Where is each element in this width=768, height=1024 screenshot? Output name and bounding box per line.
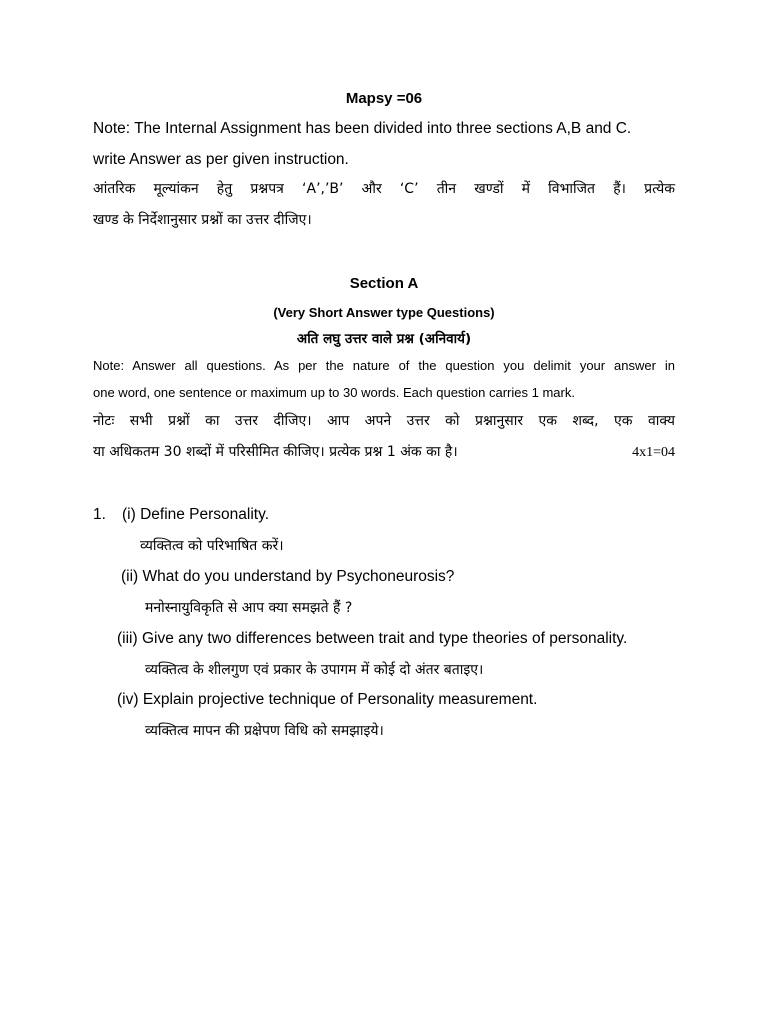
section-subtitle: (Very Short Answer type Questions) xyxy=(273,305,495,320)
marks-label: 4x1=04 xyxy=(632,445,675,460)
page-title: Mapsy =06 xyxy=(345,90,423,107)
section-hindi-note-line-1: नोटः सभी प्रश्नों का उत्तर दीजिए। आप अपने उत्तर को प्रश्नानुसार एक शब्द, एक वाक्य xyxy=(93,413,675,429)
question-4-hi: व्यक्तित्व मापन की प्रक्षेपण विधि को समझाइये। xyxy=(145,723,384,739)
question-number: 1. xyxy=(93,506,106,523)
question-2-hi: मनोस्नायुविकृति से आप क्या समझते हैं ? xyxy=(145,600,353,616)
question-1-en: (i) Define Personality. xyxy=(122,506,270,523)
question-1-hi: व्यक्तित्व को परिभाषित करें। xyxy=(140,538,284,554)
question-3-hi: व्यक्तित्व के शीलगुण एवं प्रकार के उपागम में कोई दो अंतर बताइए। xyxy=(145,662,484,678)
question-4-en: (iv) Explain projective technique of Personality measurement. xyxy=(117,691,538,708)
section-note-line-2: one word, one sentence or maximum up to 30 words. Each question carries 1 mark. xyxy=(93,385,575,400)
document-page xyxy=(93,0,675,1024)
question-3-en: (iii) Give any two differences between trait and type theories of personality. xyxy=(117,630,628,647)
intro-hindi-line-2: खण्ड के निर्देशानुसार प्रश्नों का उत्तर दीजिए। xyxy=(93,212,312,228)
intro-note-line-1: Note: The Internal Assignment has been divided into three sections A,B and C. xyxy=(93,120,632,137)
intro-note-line-2: write Answer as per given instruction. xyxy=(93,151,349,168)
section-subtitle-hindi: अति लघु उत्तर वाले प्रश्न (अनिवार्य) xyxy=(296,331,472,347)
section-hindi-note-line-2: या अधिकतम 30 शब्दों में परिसीमित कीजिए। प्रत्येक प्रश्न 1 अंक का है। xyxy=(93,444,458,460)
section-note-line-1: Note: Answer all questions. As per the nature of the question you delimit your answer in xyxy=(93,358,675,373)
question-2-en: (ii) What do you understand by Psychoneurosis? xyxy=(121,568,455,585)
intro-hindi-line-1: आंतरिक मूल्यांकन हेतु प्रश्नपत्र ‘A’,’B’ और ‘C’ तीन खण्डों में विभाजित हैं। प्रत्येक xyxy=(93,181,675,197)
section-title: Section A xyxy=(349,275,419,292)
